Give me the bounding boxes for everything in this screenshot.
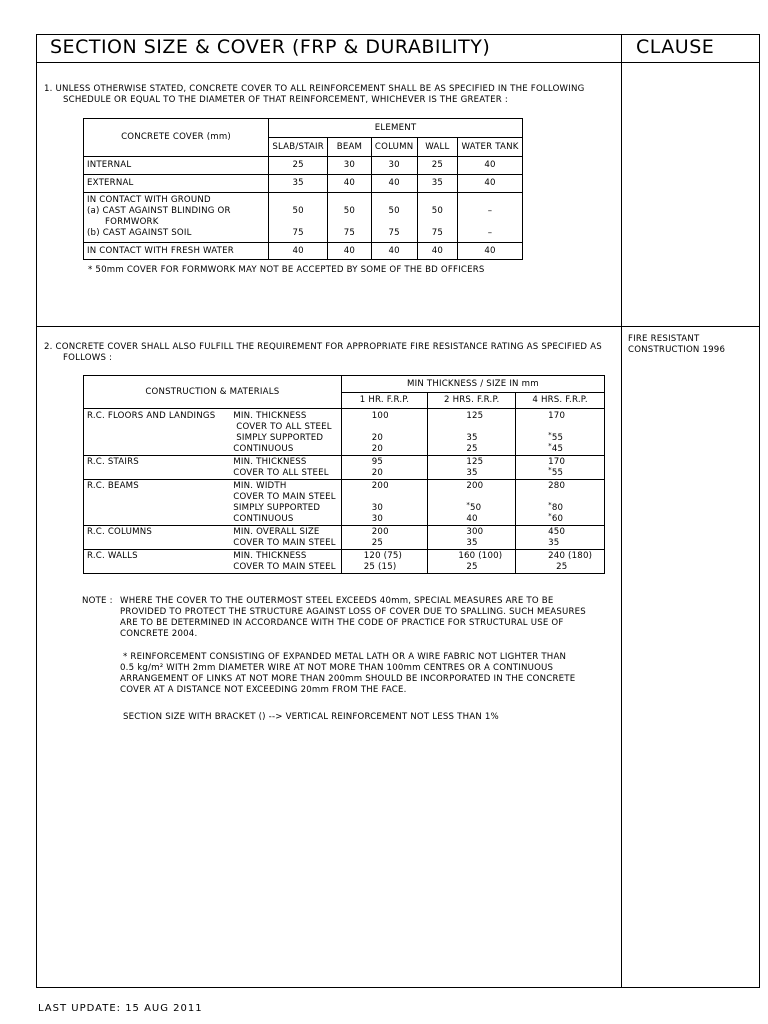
cover-col-header: COLUMN	[371, 138, 417, 157]
cell-value: 80	[551, 503, 564, 513]
cell-value: 35	[466, 538, 478, 548]
fire-col-header: 2 HRS. F.R.P.	[428, 393, 516, 409]
item2-line2: FOLLOWS :	[63, 353, 113, 363]
ground-cell	[269, 193, 328, 243]
descriptor: SIMPLY SUPPORTED	[236, 433, 324, 443]
value-cell	[516, 526, 605, 550]
cell-value: 40	[458, 243, 523, 260]
row-descriptors	[230, 480, 341, 526]
descriptor: MIN. WIDTH	[233, 481, 287, 491]
cell-value: 200	[371, 527, 389, 537]
value-cell: 170 *55 *45	[516, 409, 605, 456]
cell-value: 75	[431, 228, 444, 238]
cell-value: 75	[388, 228, 400, 238]
cell-value: 60	[551, 514, 564, 524]
row-label: R.C. WALLS	[84, 550, 231, 574]
descriptor: COVER TO ALL STEEL	[233, 468, 329, 478]
cell-value: –	[487, 206, 493, 216]
cell-value: 25	[371, 538, 384, 548]
descriptor: COVER TO MAIN STEEL	[233, 492, 336, 502]
cell-value: 25	[466, 562, 478, 572]
descriptor: COVER TO ALL STEEL	[236, 422, 332, 432]
cover-table	[83, 118, 523, 260]
row-descriptors	[230, 456, 341, 480]
note-line: WHERE THE COVER TO THE OUTERMOST STEEL EXCEEDS 40mm, SPECIAL MEASURES ARE TO BE	[120, 596, 554, 606]
table-row	[84, 550, 605, 574]
cell-value: 50	[292, 206, 304, 216]
value-cell	[341, 480, 428, 526]
cell-value: 35	[548, 538, 560, 548]
cell-value: 30	[371, 503, 384, 513]
header-divider	[36, 62, 760, 63]
star-note-line: ARRANGEMENT OF LINKS AT NOT MORE THAN 200mm SHOULD BE INCORPORATED IN THE CONCRETE	[120, 674, 576, 684]
table-row	[84, 175, 523, 193]
cell-value: 75	[292, 228, 304, 238]
ground-cell	[458, 193, 523, 243]
fire-resistance-table	[83, 375, 605, 574]
cell-value: 125	[466, 411, 484, 421]
cell-value: 25 (15)	[363, 562, 397, 572]
cell-value: 20	[371, 468, 384, 478]
table-row	[84, 456, 605, 480]
row-label: R.C. FLOORS AND LANDINGS	[84, 409, 231, 456]
row-descriptors	[230, 409, 341, 456]
cell-value: 55	[551, 468, 564, 478]
ground-line: IN CONTACT WITH GROUND	[87, 195, 211, 205]
cell-value: 40	[269, 243, 328, 260]
cell-value: 20	[371, 444, 384, 454]
cover-col-header: WATER TANK	[458, 138, 523, 157]
value-cell	[516, 550, 605, 574]
fire-table-corner: CONSTRUCTION & MATERIALS	[84, 376, 342, 409]
cell-value: 200	[466, 481, 484, 491]
table-row	[84, 243, 523, 260]
cell-value: 25	[417, 157, 457, 175]
cell-value: 170	[548, 457, 566, 467]
cell-value: 25	[269, 157, 328, 175]
cell-value: 40	[328, 175, 371, 193]
cell-value: –	[487, 228, 493, 238]
table-row	[84, 157, 523, 175]
clause-ref-line1: FIRE RESISTANT	[628, 334, 700, 344]
cell-value: 35	[417, 175, 457, 193]
descriptor: MIN. OVERALL SIZE	[233, 527, 320, 537]
descriptor: COVER TO MAIN STEEL	[233, 538, 336, 548]
row-label: EXTERNAL	[84, 175, 269, 193]
cell-value: 200	[371, 481, 389, 491]
descriptor: COVER TO MAIN STEEL	[233, 562, 336, 572]
value-cell: 280 *80 *60	[516, 480, 605, 526]
clause-column-divider	[621, 34, 622, 988]
descriptor: SIMPLY SUPPORTED	[233, 503, 321, 513]
note-line: CONCRETE 2004.	[120, 629, 198, 639]
value-cell	[341, 456, 428, 480]
row-descriptors	[230, 526, 341, 550]
cell-value: 55	[551, 433, 564, 443]
fire-col-header: 1 HR. F.R.P.	[341, 393, 428, 409]
ground-cell	[328, 193, 371, 243]
cover-table-group: ELEMENT	[269, 119, 523, 138]
cell-value: 35	[466, 433, 478, 443]
last-update: LAST UPDATE: 15 AUG 2011	[38, 1003, 203, 1014]
cell-value: 25	[466, 444, 478, 454]
value-cell	[428, 409, 516, 456]
value-cell	[428, 456, 516, 480]
cell-value: 280	[548, 481, 566, 491]
value-cell	[341, 409, 428, 456]
row-label: R.C. BEAMS	[84, 480, 231, 526]
cell-value: 450	[548, 527, 566, 537]
cell-value: 50	[431, 206, 444, 216]
cell-value: 40	[417, 243, 457, 260]
ground-cell	[417, 193, 457, 243]
note-label: NOTE :	[82, 596, 113, 606]
cell-value: 25	[556, 562, 568, 572]
fire-col-header: 4 HRS. F.R.P.	[516, 393, 605, 409]
item1-line2: SCHEDULE OR EQUAL TO THE DIAMETER OF THAT REINFORCEMENT, WHICHEVER IS THE GREATER :	[63, 95, 508, 105]
item1-note: * 50mm COVER FOR FORMWORK MAY NOT BE ACCEPTED BY SOME OF THE BD OFFICERS	[88, 265, 485, 275]
cell-value: 125	[466, 457, 484, 467]
cell-value: 50	[388, 206, 400, 216]
row-label: IN CONTACT WITH FRESH WATER	[84, 243, 269, 260]
cell-value: 40	[328, 243, 371, 260]
cell-value: 45	[551, 444, 564, 454]
table-row	[84, 526, 605, 550]
cell-value: 35	[269, 175, 328, 193]
clause-header: CLAUSE	[636, 36, 715, 58]
cell-value: 40	[371, 243, 417, 260]
value-cell	[341, 526, 428, 550]
ground-line: FORMWORK	[105, 217, 159, 227]
row-label: R.C. COLUMNS	[84, 526, 231, 550]
cell-value: 30	[328, 157, 371, 175]
ground-line: (a) CAST AGAINST BLINDING OR	[87, 206, 231, 216]
value-cell: 200 *50 40	[428, 480, 516, 526]
cell-value: 30	[371, 514, 384, 524]
row-label: R.C. STAIRS	[84, 456, 231, 480]
fire-table-group: MIN THICKNESS / SIZE IN mm	[341, 376, 604, 393]
cell-value: 50	[343, 206, 356, 216]
bracket-note: SECTION SIZE WITH BRACKET () --> VERTICAL REINFORCEMENT NOT LESS THAN 1%	[123, 712, 499, 722]
item2-line1: 2. CONCRETE COVER SHALL ALSO FULFILL THE REQUIREMENT FOR APPROPRIATE FIRE RESISTANCE RATING AS SPECIFIED AS	[44, 342, 602, 352]
clause-ref-line2: CONSTRUCTION 1996	[628, 345, 726, 355]
cell-value: 40	[458, 175, 523, 193]
cell-value: 40	[466, 514, 478, 524]
value-cell	[428, 526, 516, 550]
cell-value: 50	[470, 503, 482, 513]
cell-value: 35	[466, 468, 478, 478]
cover-col-header: WALL	[417, 138, 457, 157]
cell-value: 120 (75)	[363, 551, 403, 561]
star-note-line: * REINFORCEMENT CONSISTING OF EXPANDED METAL LATH OR A WIRE FABRIC NOT LIGHTER THAN	[123, 652, 567, 662]
descriptor: MIN. THICKNESS	[233, 457, 307, 467]
ground-line: (b) CAST AGAINST SOIL	[87, 228, 192, 238]
cell-value: 160 (100)	[458, 551, 503, 561]
note-line: PROVIDED TO PROTECT THE STRUCTURE AGAINST LOSS OF COVER DUE TO SPALLING. SUCH MEASURES	[120, 607, 586, 617]
star-note-line: COVER AT A DISTANCE NOT EXCEEDING 20mm FROM THE FACE.	[120, 685, 407, 695]
cell-value: 240 (180)	[548, 551, 593, 561]
cell-value: 40	[458, 157, 523, 175]
descriptor: MIN. THICKNESS	[233, 551, 307, 561]
ground-label	[84, 193, 269, 243]
cell-value: 40	[371, 175, 417, 193]
cell-value: 300	[466, 527, 484, 537]
descriptor: CONTINUOUS	[233, 444, 294, 454]
cell-value: 75	[343, 228, 356, 238]
descriptor: MIN. THICKNESS	[233, 411, 307, 421]
cover-col-header: BEAM	[328, 138, 371, 157]
value-cell: 170 *55	[516, 456, 605, 480]
item1-line1: 1. UNLESS OTHERWISE STATED, CONCRETE COVER TO ALL REINFORCEMENT SHALL BE AS SPECIFIED IN THE FOLLOWING	[44, 84, 585, 94]
cell-value: 100	[371, 411, 389, 421]
descriptor: CONTINUOUS	[233, 514, 294, 524]
table-row	[84, 193, 523, 243]
cell-value: 30	[371, 157, 417, 175]
cell-value: 20	[371, 433, 384, 443]
row-descriptors	[230, 550, 341, 574]
cover-table-corner: CONCRETE COVER (mm)	[84, 119, 269, 157]
table-row	[84, 480, 605, 526]
table-row	[84, 409, 605, 456]
value-cell	[428, 550, 516, 574]
cover-col-header: SLAB/STAIR	[269, 138, 328, 157]
cell-value: 95	[371, 457, 384, 467]
star-note-line: 0.5 kg/m² WITH 2mm DIAMETER WIRE AT NOT MORE THAN 100mm CENTRES OR A CONTINUOUS	[120, 663, 554, 673]
page-title: SECTION SIZE & COVER (FRP & DURABILITY)	[50, 36, 491, 58]
note-line: ARE TO BE DETERMINED IN ACCORDANCE WITH THE CODE OF PRACTICE FOR STRUCTURAL USE OF	[120, 618, 564, 628]
ground-cell	[371, 193, 417, 243]
cell-value: 170	[548, 411, 566, 421]
row-label: INTERNAL	[84, 157, 269, 175]
value-cell	[341, 550, 428, 574]
section-divider	[36, 326, 760, 327]
